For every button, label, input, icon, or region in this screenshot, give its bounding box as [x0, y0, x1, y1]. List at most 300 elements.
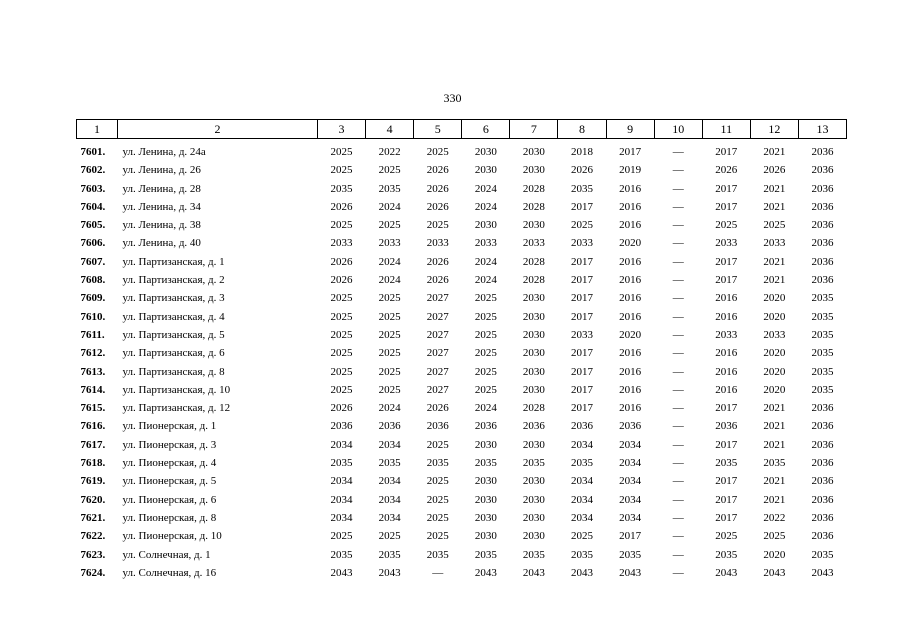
year-cell: 2026	[571, 164, 594, 177]
year-cell: 2036	[811, 274, 834, 287]
year-cell: 2025	[426, 219, 449, 232]
year-cell: 2035	[426, 457, 449, 470]
year-cell: 2020	[763, 383, 786, 396]
table-row	[77, 399, 847, 417]
year-cell: 2030	[474, 146, 497, 158]
year-cell: 2021	[763, 420, 786, 433]
year-cell: 2035	[619, 548, 642, 561]
year-cell: 2022	[763, 511, 786, 524]
year-cell: 2034	[571, 493, 594, 506]
year-cell: 2025	[378, 347, 401, 360]
year-cell: 2030	[474, 164, 497, 177]
year-cell: 2025	[378, 310, 401, 323]
address-cell: ул. Партизанская, д. 2	[122, 274, 225, 287]
table-row	[77, 546, 847, 564]
address-cell: ул. Ленина, д. 26	[122, 164, 201, 177]
column-header-8: 8	[558, 120, 606, 139]
year-cell: 2026	[426, 182, 449, 195]
row-number: 7606.	[80, 237, 106, 250]
year-cell: 2024	[378, 255, 401, 268]
year-cell: 2017	[571, 274, 594, 287]
year-cell: 2021	[763, 182, 786, 195]
column-header-3: 3	[318, 120, 366, 139]
year-cell: 2017	[715, 493, 738, 506]
year-cell: 2035	[571, 182, 594, 195]
year-cell: —	[672, 493, 684, 506]
year-cell: 2020	[763, 548, 786, 561]
year-cell: —	[672, 530, 684, 543]
year-cell: 2034	[619, 457, 642, 470]
year-cell: 2025	[378, 328, 401, 341]
year-cell: —	[672, 274, 684, 287]
year-cell: 2030	[474, 493, 497, 506]
year-cell: 2024	[474, 255, 497, 268]
year-cell: 2043	[378, 566, 401, 579]
row-number: 7607.	[80, 255, 106, 268]
year-cell: —	[672, 328, 684, 341]
address-cell: ул. Солнечная, д. 16	[122, 566, 217, 579]
year-cell: 2036	[811, 530, 834, 543]
year-cell: 2025	[378, 383, 401, 396]
year-cell: 2016	[619, 292, 642, 305]
header-row	[77, 120, 847, 139]
year-cell: 2020	[763, 347, 786, 360]
year-cell: 2030	[474, 511, 497, 524]
year-cell: 2035	[811, 310, 834, 323]
year-cell: —	[672, 347, 684, 360]
row-number: 7603.	[80, 182, 106, 195]
year-cell: 2036	[811, 420, 834, 433]
year-cell: 2030	[522, 292, 545, 305]
year-cell: 2034	[330, 493, 353, 506]
year-cell: 2021	[763, 255, 786, 268]
row-number: 7621.	[80, 511, 106, 524]
year-cell: 2017	[619, 146, 642, 158]
year-cell: 2025	[474, 383, 497, 396]
page-number: 330	[443, 91, 462, 105]
year-cell: 2026	[426, 164, 449, 177]
year-cell: 2027	[426, 347, 449, 360]
year-cell: 2017	[715, 475, 738, 488]
year-cell: 2033	[715, 328, 738, 341]
year-cell: 2035	[811, 347, 834, 360]
column-header-13: 13	[798, 120, 846, 139]
year-cell: —	[672, 383, 684, 396]
address-cell: ул. Ленина, д. 34	[122, 200, 201, 213]
table-row	[77, 308, 847, 326]
year-cell: —	[672, 255, 684, 268]
year-cell: —	[672, 548, 684, 561]
year-cell: 2025	[378, 219, 401, 232]
year-cell: 2020	[763, 292, 786, 305]
year-cell: 2033	[522, 237, 545, 250]
row-number: 7602.	[80, 164, 106, 177]
table-row	[77, 381, 847, 399]
year-cell: 2034	[378, 493, 401, 506]
year-cell: 2028	[522, 255, 545, 268]
year-cell: 2025	[330, 292, 353, 305]
year-cell: 2017	[571, 383, 594, 396]
year-cell: —	[672, 511, 684, 524]
address-cell: ул. Партизанская, д. 10	[122, 383, 231, 396]
year-cell: 2033	[763, 237, 786, 250]
year-cell: 2035	[715, 457, 738, 470]
table-row	[77, 472, 847, 490]
year-cell: 2024	[474, 200, 497, 213]
table-body	[77, 139, 847, 583]
table-row	[77, 216, 847, 234]
year-cell: 2036	[426, 420, 449, 433]
year-cell: 2016	[619, 219, 642, 232]
year-cell: —	[672, 146, 684, 158]
year-cell: 2036	[811, 255, 834, 268]
year-cell: 2035	[330, 457, 353, 470]
year-cell: 2033	[426, 237, 449, 250]
year-cell: 2016	[715, 310, 738, 323]
year-cell: 2021	[763, 402, 786, 415]
year-cell: 2036	[811, 511, 834, 524]
year-cell: 2025	[330, 383, 353, 396]
column-header-6: 6	[462, 120, 510, 139]
column-header-7: 7	[510, 120, 558, 139]
year-cell: 2035	[378, 457, 401, 470]
year-cell: 2025	[426, 493, 449, 506]
year-cell: 2016	[619, 347, 642, 360]
year-cell: 2035	[763, 457, 786, 470]
row-number: 7609.	[80, 292, 106, 305]
year-cell: 2022	[378, 146, 401, 158]
table-row	[77, 344, 847, 362]
year-cell: 2035	[811, 383, 834, 396]
year-cell: 2035	[571, 548, 594, 561]
year-cell: 2034	[378, 511, 401, 524]
year-cell: 2030	[522, 438, 545, 451]
year-cell: —	[672, 237, 684, 250]
year-cell: 2016	[619, 274, 642, 287]
year-cell: 2043	[619, 566, 642, 579]
column-header-10: 10	[654, 120, 702, 139]
year-cell: 2025	[763, 530, 786, 543]
year-cell: 2033	[378, 237, 401, 250]
year-cell: 2036	[811, 438, 834, 451]
table-row	[77, 491, 847, 509]
year-cell: 2033	[571, 237, 594, 250]
year-cell: 2025	[426, 475, 449, 488]
table-row	[77, 564, 847, 582]
address-cell: ул. Ленина, д. 28	[122, 182, 201, 195]
year-cell: 2035	[474, 457, 497, 470]
year-cell: 2026	[426, 200, 449, 213]
year-cell: 2025	[715, 219, 738, 232]
year-cell: 2030	[474, 530, 497, 543]
year-cell: 2016	[715, 292, 738, 305]
year-cell: 2021	[763, 274, 786, 287]
row-number: 7619.	[80, 475, 106, 488]
row-number: 7611.	[80, 328, 105, 341]
schedule-table	[76, 119, 847, 582]
year-cell: 2024	[378, 402, 401, 415]
year-cell: 2033	[474, 237, 497, 250]
year-cell: 2035	[811, 328, 834, 341]
year-cell: 2036	[811, 219, 834, 232]
row-number: 7613.	[80, 365, 106, 378]
year-cell: 2017	[715, 146, 738, 158]
year-cell: 2036	[522, 420, 545, 433]
address-cell: ул. Партизанская, д. 3	[122, 292, 225, 305]
table-row	[77, 139, 847, 162]
year-cell: 2017	[715, 182, 738, 195]
year-cell: 2024	[474, 402, 497, 415]
year-cell: 2016	[619, 402, 642, 415]
address-cell: ул. Пионерская, д. 6	[122, 493, 217, 506]
year-cell: 2030	[522, 347, 545, 360]
year-cell: 2030	[474, 475, 497, 488]
year-cell: 2036	[811, 182, 834, 195]
year-cell: 2025	[474, 292, 497, 305]
year-cell: 2017	[715, 255, 738, 268]
year-cell: 2043	[522, 566, 545, 579]
year-cell: 2035	[811, 292, 834, 305]
year-cell: 2030	[474, 438, 497, 451]
year-cell: —	[672, 402, 684, 415]
year-cell: 2026	[330, 200, 353, 213]
address-cell: ул. Пионерская, д. 1	[122, 420, 217, 433]
table-row	[77, 234, 847, 252]
year-cell: 2035	[426, 548, 449, 561]
year-cell: 2036	[811, 146, 834, 158]
year-cell: 2016	[619, 310, 642, 323]
year-cell: 2026	[763, 164, 786, 177]
year-cell: 2035	[715, 548, 738, 561]
address-cell: ул. Партизанская, д. 12	[122, 402, 231, 415]
year-cell: 2021	[763, 200, 786, 213]
row-number: 7614.	[80, 383, 106, 396]
year-cell: 2030	[522, 365, 545, 378]
year-cell: 2036	[330, 420, 353, 433]
column-header-11: 11	[702, 120, 750, 139]
year-cell: 2021	[763, 493, 786, 506]
year-cell: 2027	[426, 328, 449, 341]
year-cell: 2028	[522, 182, 545, 195]
year-cell: 2030	[522, 493, 545, 506]
year-cell: 2036	[571, 420, 594, 433]
year-cell: 2027	[426, 310, 449, 323]
address-cell: ул. Партизанская, д. 1	[122, 255, 225, 268]
year-cell: 2030	[522, 383, 545, 396]
year-cell: 2016	[715, 347, 738, 360]
row-number: 7617.	[80, 438, 106, 451]
year-cell: 2028	[522, 402, 545, 415]
year-cell: 2028	[522, 200, 545, 213]
address-cell: ул. Партизанская, д. 4	[122, 310, 225, 323]
year-cell: 2028	[522, 274, 545, 287]
column-header-4: 4	[366, 120, 414, 139]
row-number: 7620.	[80, 493, 106, 506]
year-cell: 2030	[522, 219, 545, 232]
year-cell: 2036	[811, 475, 834, 488]
year-cell: 2026	[330, 274, 353, 287]
row-number: 7608.	[80, 274, 106, 287]
year-cell: 2017	[571, 347, 594, 360]
year-cell: —	[672, 420, 684, 433]
row-number: 7610.	[80, 310, 106, 323]
year-cell: —	[672, 566, 684, 579]
year-cell: 2034	[619, 493, 642, 506]
year-cell: 2030	[522, 328, 545, 341]
year-cell: 2036	[811, 493, 834, 506]
address-cell: ул. Пионерская, д. 8	[122, 511, 217, 524]
year-cell: 2034	[571, 438, 594, 451]
year-cell: 2025	[474, 310, 497, 323]
year-cell: 2043	[330, 566, 353, 579]
address-cell: ул. Партизанская, д. 6	[122, 347, 225, 360]
year-cell: 2017	[571, 402, 594, 415]
year-cell: —	[672, 292, 684, 305]
year-cell: 2035	[378, 182, 401, 195]
address-cell: ул. Пионерская, д. 5	[122, 475, 217, 488]
year-cell: 2016	[619, 200, 642, 213]
table-row	[77, 271, 847, 289]
year-cell: 2043	[811, 566, 834, 579]
year-cell: 2017	[715, 438, 738, 451]
year-cell: 2017	[715, 274, 738, 287]
year-cell: 2024	[474, 274, 497, 287]
year-cell: 2025	[378, 292, 401, 305]
year-cell: 2025	[330, 365, 353, 378]
table-row	[77, 417, 847, 435]
row-number: 7616.	[80, 420, 106, 433]
year-cell: 2021	[763, 475, 786, 488]
year-cell: 2035	[522, 457, 545, 470]
year-cell: 2020	[763, 365, 786, 378]
year-cell: 2034	[619, 511, 642, 524]
year-cell: —	[672, 365, 684, 378]
year-cell: 2025	[378, 164, 401, 177]
year-cell: 2025	[378, 365, 401, 378]
year-cell: —	[672, 219, 684, 232]
year-cell: 2025	[426, 438, 449, 451]
year-cell: 2026	[715, 164, 738, 177]
year-cell: 2025	[330, 219, 353, 232]
year-cell: 2035	[571, 457, 594, 470]
year-cell: 2017	[715, 200, 738, 213]
row-number: 7622.	[80, 530, 106, 543]
year-cell: 2030	[522, 511, 545, 524]
year-cell: 2025	[330, 310, 353, 323]
year-cell: —	[672, 182, 684, 195]
schedule-table-container	[76, 119, 846, 582]
year-cell: 2036	[811, 237, 834, 250]
year-cell: 2025	[474, 328, 497, 341]
year-cell: 2036	[811, 457, 834, 470]
year-cell: 2025	[571, 219, 594, 232]
table-row	[77, 454, 847, 472]
year-cell: 2020	[619, 328, 642, 341]
year-cell: 2035	[811, 365, 834, 378]
year-cell: 2033	[763, 328, 786, 341]
year-cell: 2033	[571, 328, 594, 341]
year-cell: 2017	[571, 310, 594, 323]
row-number: 7615.	[80, 402, 106, 415]
year-cell: 2017	[571, 292, 594, 305]
year-cell: 2026	[330, 255, 353, 268]
address-cell: ул. Пионерская, д. 3	[122, 438, 217, 451]
year-cell: 2016	[715, 383, 738, 396]
year-cell: 2043	[474, 566, 497, 579]
year-cell: 2036	[619, 420, 642, 433]
table-header	[77, 120, 847, 139]
year-cell: 2030	[522, 310, 545, 323]
year-cell: 2043	[571, 566, 594, 579]
column-header-9: 9	[606, 120, 654, 139]
table-row	[77, 509, 847, 527]
year-cell: —	[672, 438, 684, 451]
year-cell: 2030	[522, 146, 545, 158]
year-cell: 2033	[715, 237, 738, 250]
year-cell: 2025	[330, 328, 353, 341]
table-row	[77, 289, 847, 307]
year-cell: 2021	[763, 438, 786, 451]
address-cell: ул. Ленина, д. 40	[122, 237, 201, 250]
year-cell: 2025	[571, 530, 594, 543]
year-cell: 2043	[763, 566, 786, 579]
year-cell: 2035	[330, 548, 353, 561]
year-cell: —	[672, 457, 684, 470]
year-cell: 2027	[426, 383, 449, 396]
year-cell: 2017	[571, 200, 594, 213]
year-cell: 2036	[378, 420, 401, 433]
row-number: 7612.	[80, 347, 106, 360]
year-cell: 2030	[522, 164, 545, 177]
column-header-2: 2	[118, 120, 318, 139]
table-row	[77, 161, 847, 179]
year-cell: 2017	[715, 511, 738, 524]
year-cell: 2025	[763, 219, 786, 232]
year-cell: 2025	[330, 530, 353, 543]
year-cell: 2035	[522, 548, 545, 561]
year-cell: 2025	[426, 146, 449, 158]
year-cell: 2030	[522, 530, 545, 543]
year-cell: 2026	[426, 255, 449, 268]
year-cell: 2036	[811, 402, 834, 415]
year-cell: 2035	[474, 548, 497, 561]
column-header-5: 5	[414, 120, 462, 139]
address-cell: ул. Партизанская, д. 8	[122, 365, 225, 378]
year-cell: 2024	[378, 274, 401, 287]
year-cell: —	[672, 164, 684, 177]
year-cell: 2025	[715, 530, 738, 543]
address-cell: ул. Пионерская, д. 10	[122, 530, 222, 543]
year-cell: 2025	[474, 365, 497, 378]
column-header-12: 12	[750, 120, 798, 139]
address-cell: ул. Ленина, д. 24а	[122, 146, 206, 158]
year-cell: 2016	[715, 365, 738, 378]
year-cell: 2026	[426, 274, 449, 287]
year-cell: 2017	[571, 255, 594, 268]
year-cell: 2025	[330, 146, 353, 158]
year-cell: 2034	[378, 475, 401, 488]
year-cell: 2025	[378, 530, 401, 543]
year-cell: 2034	[619, 438, 642, 451]
year-cell: 2026	[426, 402, 449, 415]
year-cell: 2036	[474, 420, 497, 433]
year-cell: —	[672, 475, 684, 488]
year-cell: 2016	[619, 365, 642, 378]
year-cell: 2017	[619, 530, 642, 543]
year-cell: 2016	[619, 383, 642, 396]
table-row	[77, 363, 847, 381]
year-cell: —	[432, 566, 444, 579]
